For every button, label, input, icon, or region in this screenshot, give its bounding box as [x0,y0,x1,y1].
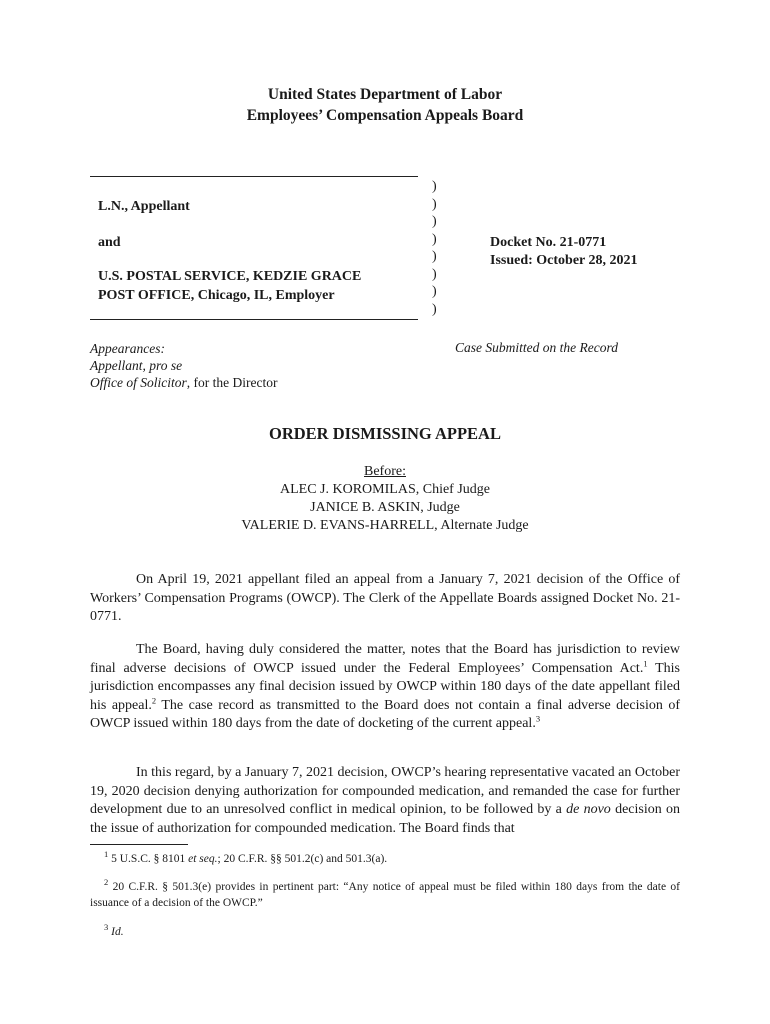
paren: ) [432,266,437,282]
paren: ) [432,179,437,194]
paren: ) [432,231,437,247]
paragraph-2 [90,641,680,734]
footnote-3 [90,924,680,940]
employer-line-2: POST OFFICE, Chicago, IL, Employer [98,288,335,303]
employer-line-1: U.S. POSTAL SERVICE, KEDZIE GRACE [98,269,362,284]
board-name: Employees’ Compensation Appeals Board [246,107,524,124]
judge-panel [0,463,770,535]
footnote-2 [90,879,680,911]
footnote-1-italic: et seq. [188,853,218,865]
paren: ) [432,301,437,317]
solicitor-role: , for the Director [186,375,278,390]
order-title: ORDER DISMISSING APPEAL [269,424,501,443]
paragraph-3 [90,764,680,838]
paragraph-3-text-b: decision on the issue of authorization for compounded medication. The Board finds that [90,802,680,836]
footnote-1 [90,851,680,867]
paragraph-2-text-a: The Board, having duly considered the matter, notes that the Board has jurisdiction to review final adverse decisions of OWCP issued under the Federal Employees’ Compensation Act. [90,642,680,676]
judge-alternate: VALERIE D. EVANS-HARRELL, Alternate Judge [241,518,529,533]
paragraph-2-text-c: The case record as transmitted to the Board does not contain a final adverse decision of OWCP issued within 180 days from the date of docketing of the current appeal. [90,697,680,732]
paren: ) [432,249,437,264]
footnote-1-text-b: ; 20 C.F.R. §§ 501.2(c) and 501.3(a). [217,853,388,865]
agency-name: United States Department of Labor [267,86,503,103]
paragraph-2-text-b: This jurisdiction encompasses any final decision issued by OWCP within 180 days of the date appellant filed his appeal. [90,660,680,713]
docket-number: Docket No. 21-0771 [490,235,607,250]
paragraph-3-italic: de novo [566,802,611,818]
paren: ) [432,284,437,299]
footnote-ref-1[interactable]: 1 [643,657,648,668]
appellant-name: L.N., Appellant [98,199,190,214]
caption-bottom-rule [90,319,418,320]
footnote-ref-2[interactable]: 2 [151,695,157,706]
judge-askin: JANICE B. ASKIN, Judge [310,500,460,515]
caption-parentheses [432,178,444,318]
issued-date: Issued: October 28, 2021 [490,253,638,268]
footnote-separator [90,844,188,845]
paragraph-3-text-a: In this regard, by a January 7, 2021 decision, OWCP’s hearing representative vacated an October 19, 2020 decision denying authorization for compounded medication, and remanded the case for further development due to an unresolved conflict in medical opinion, to be followed by a [90,765,680,818]
submission-note: Case Submitted on the Record [455,340,618,355]
appearances-label: Appearances: [90,341,165,356]
judge-chief: ALEC J. KOROMILAS, Chief Judge [280,482,490,497]
footnote-ref-3[interactable]: 3 [535,713,541,724]
footnote-1-text-a: 5 U.S.C. § 8101 [111,853,189,865]
solicitor-appearance [90,374,277,391]
paren: ) [432,196,437,212]
caption-and: and [98,235,121,250]
appearances-block [90,340,277,391]
paragraph-1 [90,571,680,627]
footnote-1-number: 1 [104,849,109,860]
before-label: Before: [364,464,406,479]
footnote-3-number: 3 [104,922,109,933]
caption-top-rule [90,176,418,177]
footnote-2-text: 20 C.F.R. § 501.3(e) provides in pertinent part: “Any notice of appeal must be filed within 180 days from the date of issuance of a decision of the OWCP.” [90,881,680,909]
paragraph-1-text: On April 19, 2021 appellant filed an appeal from a January 7, 2021 decision of the Office of Workers’ Compensation Programs (OWCP). The Clerk of the Appellate Boards assigned Docket No. 21-0771. [90,572,680,625]
footnote-3-text: Id. [111,926,124,938]
appellant-appearance: Appellant, pro se [90,358,183,373]
footnote-2-number: 2 [104,877,109,888]
paren: ) [432,214,437,229]
solicitor-office: Office of Solicitor [90,375,187,390]
